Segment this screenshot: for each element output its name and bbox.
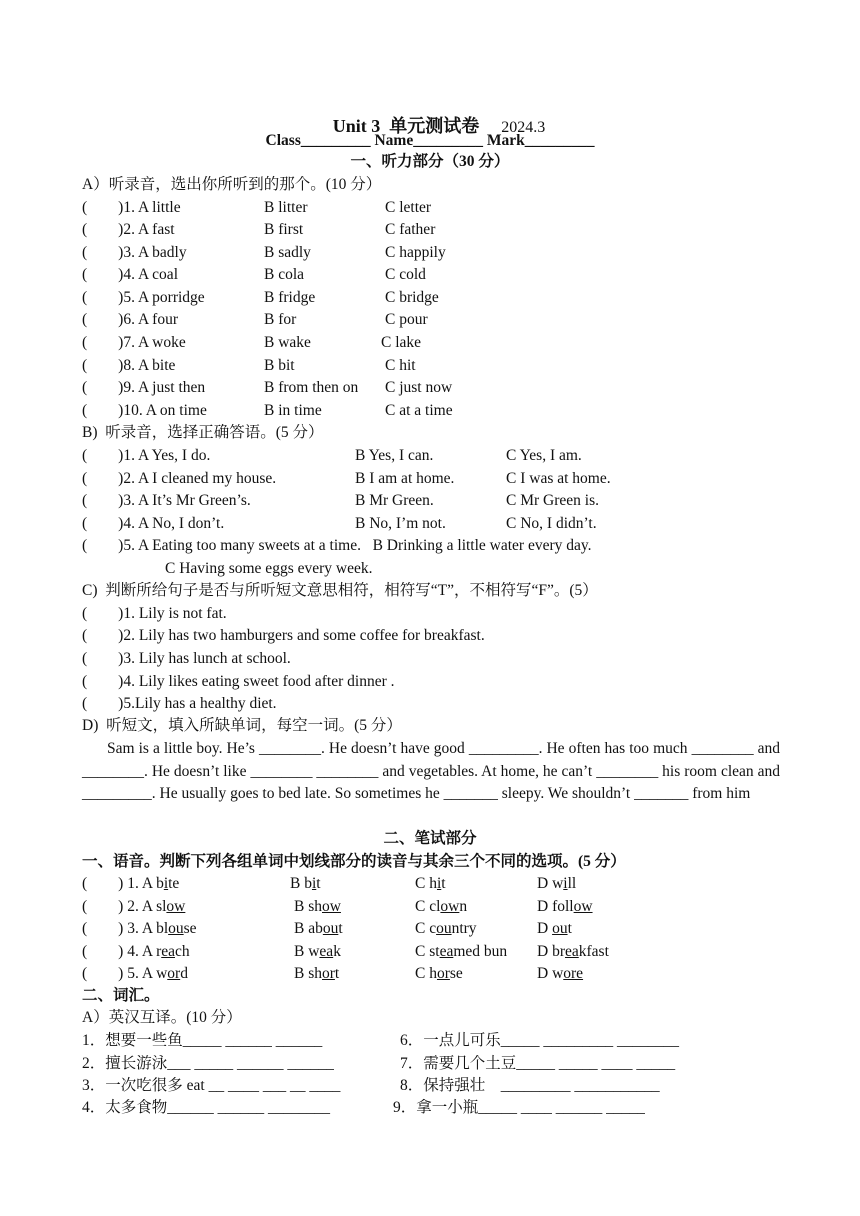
question-row [82, 378, 782, 400]
option-c: C at a time [385, 402, 453, 419]
option-b: B Yes, I can. [355, 447, 434, 464]
question-row [82, 356, 782, 378]
option-c: C lake [381, 334, 422, 351]
option-b: B weak [294, 943, 341, 960]
question-row [82, 198, 782, 220]
cloze-passage: Sam is a little boy. He’s ________. He doesn’t have good _________. He often has too much ________ and ________. He doesn’t like ________ ________ and vegetables. At home, he can’t ________ his room clean and _________. He usually goes to bed late. So sometimes he _______ sleepy. We shouldn’t _______ from him [82, 740, 780, 802]
option-c: C bridge [385, 289, 439, 306]
option-a: ( ) 2. A slow [82, 898, 186, 915]
option-c: C Mr Green is. [506, 492, 599, 509]
translation-row [82, 1031, 782, 1053]
translation-item: 8．保持强壮 _________ ___________ [400, 1077, 660, 1094]
translation-item: 7．需要几个土豆_____ _____ ____ _____ [400, 1055, 676, 1072]
statement-row: ( )1. Lily is not fat. [82, 605, 227, 622]
translation-row [82, 1054, 782, 1076]
option-b: B fridge [264, 289, 316, 306]
option-c: C No, I didn’t. [506, 515, 597, 532]
option-c: C father [385, 221, 436, 238]
option-d: D wore [537, 965, 584, 982]
date-text: 2024.3 [501, 119, 546, 136]
statement-row: ( )4. Lily likes eating sweet food after dinner . [82, 673, 395, 690]
statement-row: ( )3. Lily has lunch at school. [82, 650, 291, 667]
phonics-row [82, 919, 782, 941]
worksheet-title [0, 96, 860, 136]
option-b: B about [294, 920, 343, 937]
translation-row [82, 1076, 782, 1098]
option-c: C country [415, 920, 477, 937]
option-a: ( )2. A fast [82, 221, 175, 238]
option-b: B bit [290, 875, 321, 892]
translation-row [82, 1098, 782, 1120]
option-a: ( ) 1. A bite [82, 875, 180, 892]
option-b: B wake [264, 334, 311, 351]
translation-item: 4．太多食物______ ______ ________ [82, 1099, 331, 1116]
question-row [82, 243, 782, 265]
option-a: ( ) 3. A blouse [82, 920, 197, 937]
translation-item: 1．想要一些鱼_____ ______ ______ [82, 1032, 323, 1049]
instruction-translation: A）英汉互译。(10 分） [82, 1009, 242, 1026]
option-a: ( )4. A coal [82, 266, 178, 283]
question-row: ( )5. A Eating too many sweets at a time. B Drinking a little water every day. [82, 537, 592, 554]
option-c: C happily [385, 244, 446, 261]
vocabulary-heading: 二、词汇。 [82, 987, 160, 1004]
option-b: B sadly [264, 244, 311, 261]
phonics-row [82, 942, 782, 964]
option-a: ( ) 5. A word [82, 965, 188, 982]
option-d: D will [537, 875, 577, 892]
option-d: D out [537, 920, 572, 937]
option-a: ( )5. A porridge [82, 289, 205, 306]
phonics-row [82, 874, 782, 896]
translation-item: 3．一次吃很多 eat __ ____ ___ __ ____ [82, 1077, 341, 1094]
instruction-phonics: 一、语音。判断下列各组单词中划线部分的读音与其余三个不同的选项。(5 分） [82, 853, 626, 870]
option-b: B short [294, 965, 340, 982]
option-b: B for [264, 311, 297, 328]
option-a: ( )4. A No, I don’t. [82, 515, 225, 532]
option-b: B Mr Green. [355, 492, 434, 509]
option-c: C I was at home. [506, 470, 611, 487]
option-a: ( )2. A I cleaned my house. [82, 470, 277, 487]
option-a: ( )6. A four [82, 311, 179, 328]
option-b: B show [294, 898, 341, 915]
option-c: C cold [385, 266, 426, 283]
phonics-row [82, 964, 782, 986]
instruction-a: A）听录音，选出你所听到的那个。(10 分） [82, 176, 382, 193]
option-b: B in time [264, 402, 322, 419]
option-d: D follow [537, 898, 593, 915]
option-a: ( )1. A Yes, I do. [82, 447, 211, 464]
option-c: C horse [415, 965, 463, 982]
option-a: ( ) 4. A reach [82, 943, 190, 960]
option-c: C Yes, I am. [506, 447, 582, 464]
question-row [82, 401, 782, 423]
option-c: C hit [385, 357, 416, 374]
option-a: ( )1. A little [82, 199, 181, 216]
option-a: ( )8. A bite [82, 357, 176, 374]
option-b: B bit [264, 357, 295, 374]
translation-item: 9．拿一小瓶_____ ____ ______ _____ [393, 1099, 645, 1116]
question-row [82, 514, 782, 536]
question-row [82, 288, 782, 310]
option-c: C letter [385, 199, 432, 216]
option-b: B litter [264, 199, 308, 216]
question-row [82, 469, 782, 491]
option-b: B I am at home. [355, 470, 455, 487]
statement-row: ( )5.Lily has a healthy diet. [82, 695, 277, 712]
option-c: C pour [385, 311, 428, 328]
option-b: B from then on [264, 379, 359, 396]
option-a: ( )10. A on time [82, 402, 207, 419]
statement-row: ( )2. Lily has two hamburgers and some coffee for breakfast. [82, 627, 485, 644]
title-text: Unit 3 单元测试卷 [332, 116, 480, 136]
option-c: C hit [415, 875, 446, 892]
option-b: B No, I’m not. [355, 515, 446, 532]
student-info-line: Class_________ Name_________ Mark_________ [265, 132, 595, 149]
question-row [82, 310, 782, 332]
option-c: C clown [415, 898, 468, 915]
instruction-b: B) 听录音，选择正确答语。(5 分） [82, 424, 324, 441]
option-d: D breakfast [537, 943, 609, 960]
question-row [82, 333, 782, 355]
section-heading-writing: 二、笔试部分 [383, 830, 477, 847]
question-row [82, 491, 782, 513]
translation-item: 6．一点儿可乐_____ _________ ________ [400, 1032, 680, 1049]
option-c: C steamed bun [415, 943, 508, 960]
phonics-row [82, 897, 782, 919]
section-heading-listening: 一、听力部分（30 分） [350, 153, 510, 170]
question-row [82, 265, 782, 287]
option-a: ( )7. A woke [82, 334, 186, 351]
option-b: B first [264, 221, 304, 238]
instruction-c: C) 判断所给句子是否与所听短文意思相符，相符写“T”，不相符写“F”。(5） [82, 582, 598, 599]
option-a: ( )3. A badly [82, 244, 187, 261]
option-a: ( )9. A just then [82, 379, 206, 396]
instruction-d: D) 听短文，填入所缺单词，每空一词。(5 分） [82, 717, 402, 734]
question-continuation: C Having some eggs every week. [165, 560, 373, 577]
question-row [82, 446, 782, 468]
option-b: B cola [264, 266, 305, 283]
translation-item: 2．擅长游泳___ _____ ______ ______ [82, 1055, 334, 1072]
option-c: C just now [385, 379, 453, 396]
option-a: ( )3. A It’s Mr Green’s. [82, 492, 251, 509]
question-row [82, 220, 782, 242]
